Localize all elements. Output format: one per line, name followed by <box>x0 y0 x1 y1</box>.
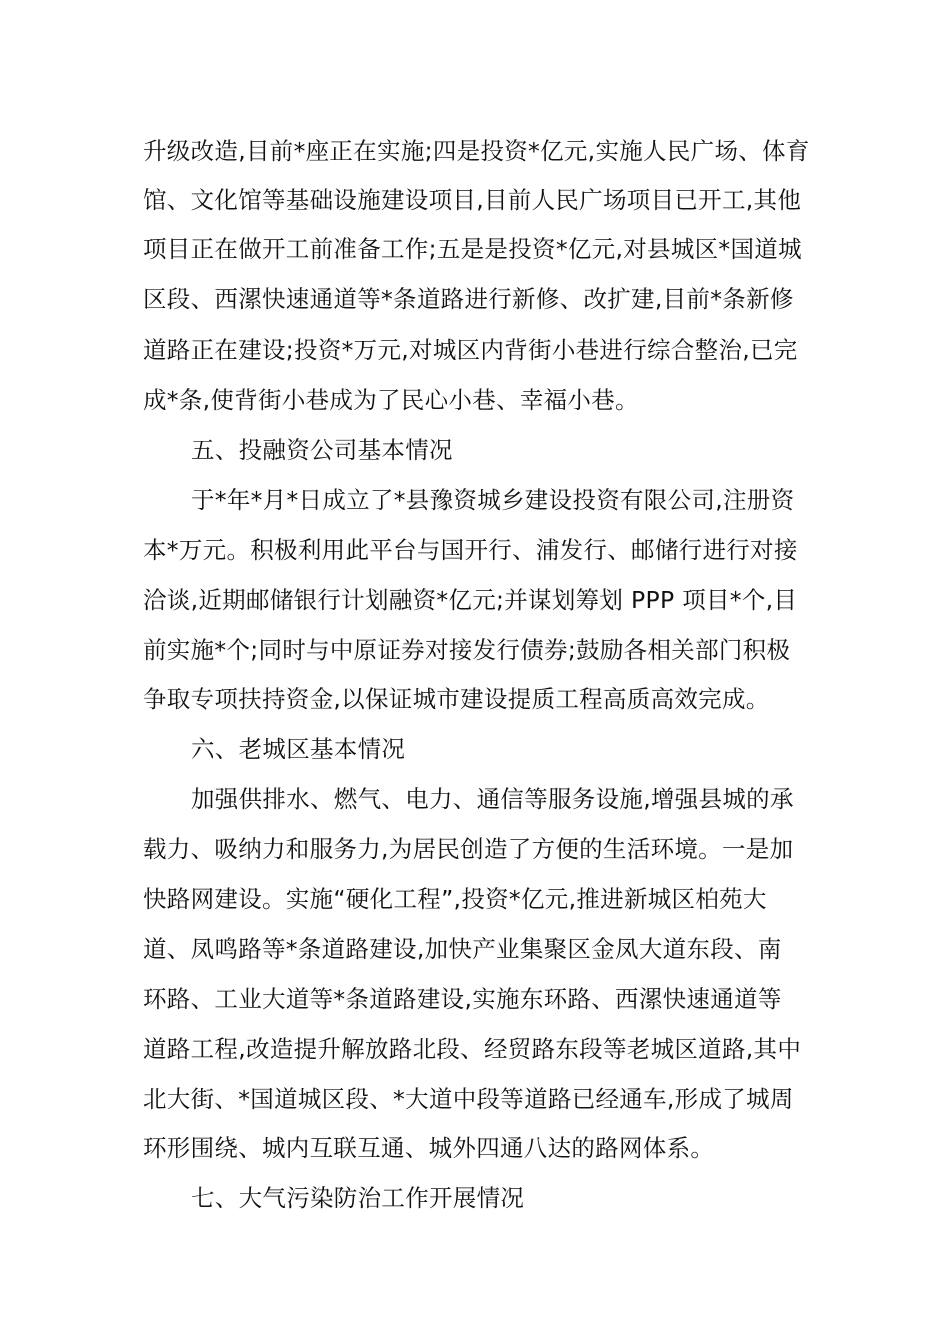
text-line: 北大街、*国道城区段、*大道中段等道路已经通车,形成了城周 <box>143 1085 794 1113</box>
section-heading: 七、大气污染防治工作开展情况 <box>191 1184 525 1212</box>
text-line: 载力、吸纳力和服务力,为居民创造了方便的生活环境。一是加 <box>143 835 794 863</box>
text-line: 馆、文化馆等基础设施建设项目,目前人民广场项目已开工,其他 <box>143 186 802 214</box>
text-line: 项目正在做开工前准备工作;五是是投资*亿元,对县城区*国道城 <box>143 235 802 263</box>
text-line: 前实施*个;同时与中原证券对接发行债券;鼓励各相关部门积极 <box>143 636 791 664</box>
text-line: 洽谈,近期邮储银行计划融资*亿元;并谋划筹划 PPP 项目*个,目 <box>143 586 798 614</box>
text-line: 道、凤鸣路等*条道路建设,加快产业集聚区金凤大道东段、南 <box>143 935 782 963</box>
text-line: 争取专项扶持资金,以保证城市建设提质工程高质高效完成。 <box>143 685 770 713</box>
text-line: 道路工程,改造提升解放路北段、经贸路东段等老城区道路,其中 <box>143 1035 802 1063</box>
text-line: 快路网建设。实施“硬化工程”,投资*亿元,推进新城区柏苑大 <box>143 885 767 913</box>
text-line: 加强供排水、燃气、电力、通信等服务设施,增强县城的承 <box>191 785 794 813</box>
text-line: 于*年*月*日成立了*县豫资城乡建设投资有限公司,注册资 <box>191 486 795 514</box>
text-line: 区段、西漯快速通道等*条道路进行新修、改扩建,目前*条新修 <box>143 285 794 313</box>
section-heading: 五、投融资公司基本情况 <box>191 436 453 464</box>
text-line: 道路正在建设;投资*万元,对城区内背街小巷进行综合整治,已完 <box>143 336 798 364</box>
text-line: 环形围绕、城内互联互通、城外四通八达的路网体系。 <box>143 1134 715 1162</box>
text-line: 成*条,使背街小巷成为了民心小巷、幸福小巷。 <box>143 386 639 414</box>
text-line: 本*万元。积极利用此平台与国开行、浦发行、邮储行进行对接 <box>143 536 798 564</box>
text-line: 环路、工业大道等*条道路建设,实施东环路、西漯快速通道等 <box>143 985 782 1013</box>
section-heading: 六、老城区基本情况 <box>191 735 406 763</box>
text-line: 升级改造,目前*座正在实施;四是投资*亿元,实施人民广场、体育 <box>143 137 810 165</box>
